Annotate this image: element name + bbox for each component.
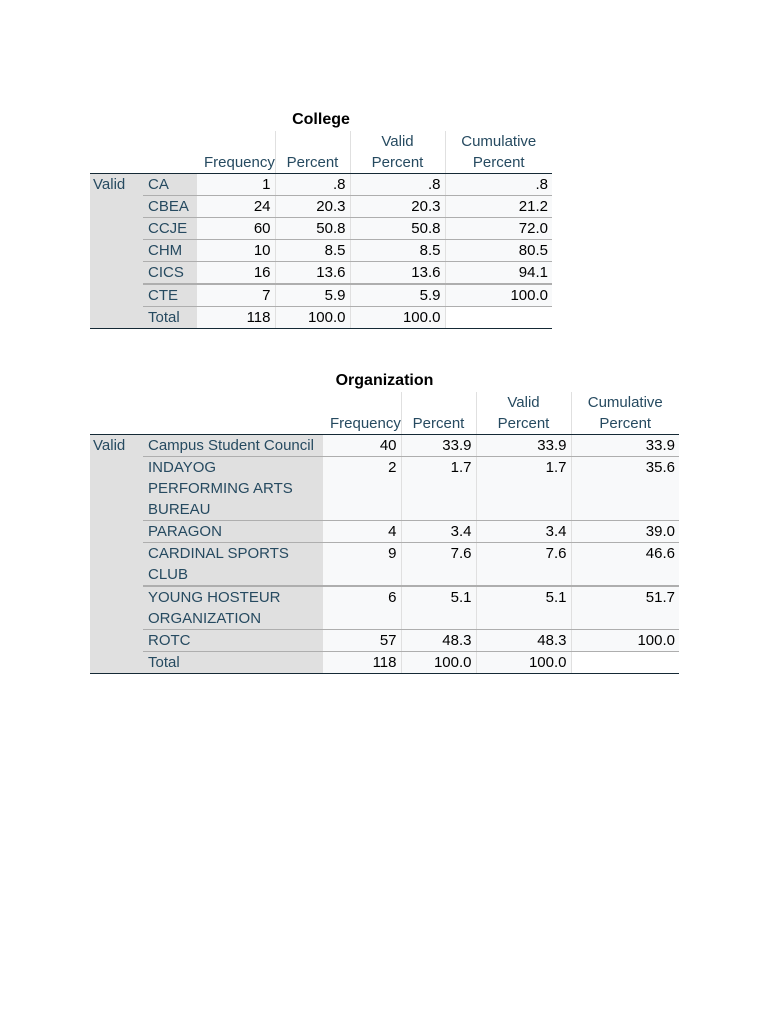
cell-frequency: 57 [323,630,401,652]
row-label: Total [143,307,197,329]
cell-cumulative-percent [445,307,552,329]
cell-frequency: 9 [323,543,401,587]
cell-frequency: 7 [197,284,275,307]
organization-header-row [90,392,679,435]
college-table-title: College [292,111,350,128]
row-label: ROTC [143,630,323,652]
cell-valid-percent: 33.9 [476,435,571,457]
cell-percent: 5.1 [401,586,476,630]
cell-frequency: 1 [197,174,275,196]
cell-percent: 48.3 [401,630,476,652]
organization-header-frequency: Frequency [323,392,401,435]
cell-percent: 7.6 [401,543,476,587]
table-row [90,521,679,543]
college-header-frequency: Frequency [197,131,275,174]
row-label: PARAGON [143,521,323,543]
cell-percent: 20.3 [275,196,350,218]
table-row [90,174,552,196]
table-row [90,630,679,652]
organization-header-corner [90,392,143,435]
row-label: CHM [143,240,197,262]
cell-percent: 1.7 [401,457,476,521]
row-label: Total [143,652,323,674]
cell-valid-percent: 13.6 [350,262,445,285]
cell-valid-percent: 20.3 [350,196,445,218]
table-row [90,284,552,307]
cell-cumulative-percent: 94.1 [445,262,552,285]
college-table-block [90,109,552,329]
cell-frequency: 24 [197,196,275,218]
row-label: CA [143,174,197,196]
organization-header-corner [143,392,323,435]
cell-percent: 5.9 [275,284,350,307]
cell-frequency: 16 [197,262,275,285]
row-label: CBEA [143,196,197,218]
cell-percent: 3.4 [401,521,476,543]
cell-cumulative-percent [571,652,679,674]
cell-cumulative-percent: .8 [445,174,552,196]
row-label: CARDINAL SPORTS CLUB [143,543,323,587]
row-label: INDAYOG PERFORMING ARTS BUREAU [143,457,323,521]
cell-percent: 8.5 [275,240,350,262]
cell-frequency: 118 [323,652,401,674]
table-row [90,543,679,587]
table-total-row [90,307,552,329]
valid-group-label: Valid [90,435,143,674]
cell-percent: 100.0 [401,652,476,674]
college-header-corner [143,131,197,174]
row-label: CCJE [143,218,197,240]
table-row [90,240,552,262]
cell-valid-percent: 100.0 [476,652,571,674]
organization-header-percent: Percent [401,392,476,435]
valid-group-label: Valid [90,174,143,329]
organization-header-cumulative-percent: Cumulative Percent [571,392,679,435]
cell-cumulative-percent: 35.6 [571,457,679,521]
cell-percent: 50.8 [275,218,350,240]
cell-frequency: 60 [197,218,275,240]
cell-frequency: 40 [323,435,401,457]
organization-table-title: Organization [335,372,434,389]
table-row [90,262,552,285]
organization-header-valid-percent: Valid Percent [476,392,571,435]
cell-frequency: 118 [197,307,275,329]
cell-cumulative-percent: 33.9 [571,435,679,457]
college-header-valid-percent: Valid Percent [350,131,445,174]
cell-cumulative-percent: 39.0 [571,521,679,543]
table-row [90,435,679,457]
college-table-body [90,174,552,329]
table-row [90,196,552,218]
cell-valid-percent: 100.0 [350,307,445,329]
cell-valid-percent: 3.4 [476,521,571,543]
cell-percent: 33.9 [401,435,476,457]
cell-valid-percent: 5.1 [476,586,571,630]
table-total-row [90,652,679,674]
cell-cumulative-percent: 51.7 [571,586,679,630]
cell-valid-percent: 50.8 [350,218,445,240]
cell-frequency: 4 [323,521,401,543]
cell-cumulative-percent: 72.0 [445,218,552,240]
cell-percent: 100.0 [275,307,350,329]
organization-table-body [90,435,679,674]
row-label: YOUNG HOSTEUR ORGANIZATION [143,586,323,630]
college-header-cumulative-percent: Cumulative Percent [445,131,552,174]
cell-frequency: 2 [323,457,401,521]
organization-table-block [90,370,679,674]
row-label: Campus Student Council [143,435,323,457]
cell-valid-percent: 7.6 [476,543,571,587]
cell-valid-percent: .8 [350,174,445,196]
table-row [90,586,679,630]
table-row [90,218,552,240]
cell-cumulative-percent: 100.0 [445,284,552,307]
college-frequency-table [90,131,552,329]
college-header-row [90,131,552,174]
cell-cumulative-percent: 21.2 [445,196,552,218]
college-header-percent: Percent [275,131,350,174]
cell-cumulative-percent: 80.5 [445,240,552,262]
row-label: CICS [143,262,197,285]
cell-cumulative-percent: 46.6 [571,543,679,587]
table-row [90,457,679,521]
cell-valid-percent: 5.9 [350,284,445,307]
cell-frequency: 10 [197,240,275,262]
cell-cumulative-percent: 100.0 [571,630,679,652]
row-label: CTE [143,284,197,307]
cell-percent: .8 [275,174,350,196]
college-header-corner [90,131,143,174]
cell-percent: 13.6 [275,262,350,285]
cell-valid-percent: 48.3 [476,630,571,652]
cell-frequency: 6 [323,586,401,630]
cell-valid-percent: 8.5 [350,240,445,262]
cell-valid-percent: 1.7 [476,457,571,521]
organization-frequency-table [90,392,679,674]
